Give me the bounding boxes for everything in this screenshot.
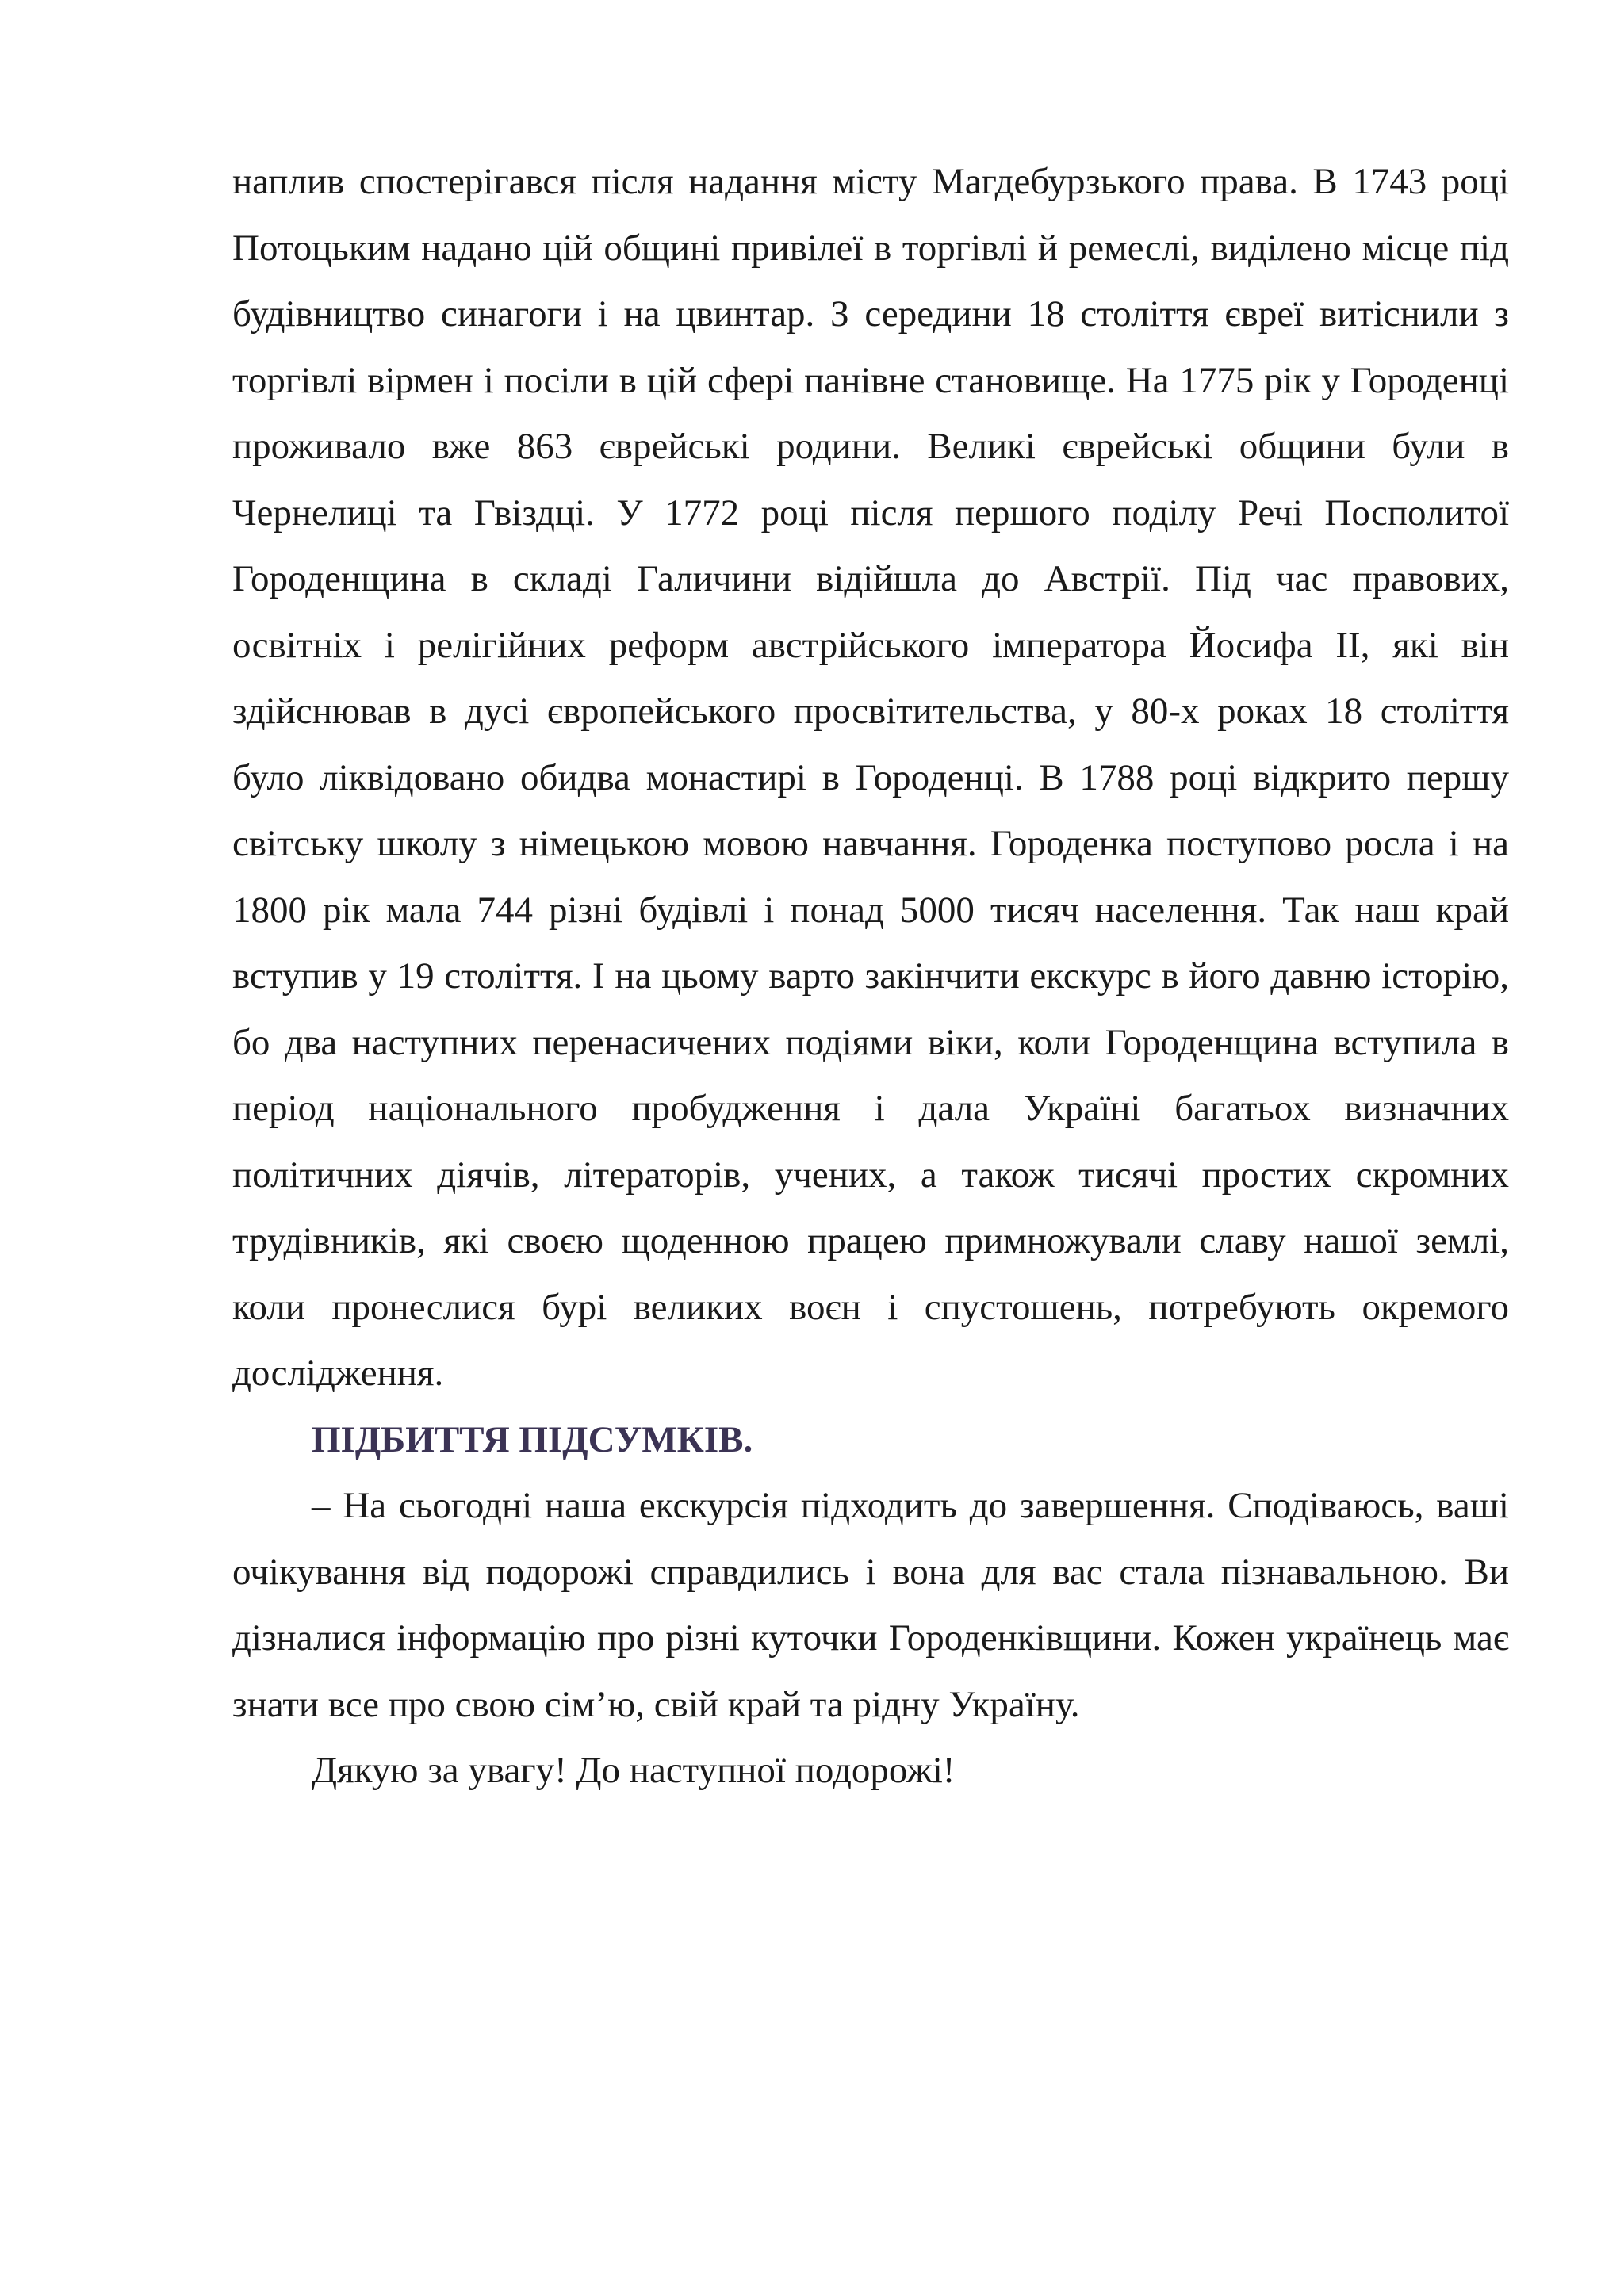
history-paragraph: наплив спостерігався після надання місту Магдебурзького права. В 1743 році Потоцьким надано цій общині привілеї в торгівлі й ремеслі, виділено місце під будівництво синагоги і на цвинтар. З середини 18 століття євреї витіснили з торгівлі вірмен і посіли в цій сфері панівне становище. На 1775 рік у Городенці проживало вже 863 єврейські родини. Великі єврейські общини були в Чернелиці та Гвіздці. У 1772 році після першого поділу Речі Посполитої Городенщина в складі Галичини відійшла до Австрії. Під час правових, освітніх і релігійних реформ австрійського імператора Йосифа ІІ, які він здійснював в дусі європейського просвітительства, у 80-х роках 18 століття було ліквідовано обидва монастирі в Городенці. В 1788 році відкрито першу світську школу з німецькою мовою навчання. Городенка поступово росла і на 1800 рік мала 744 різні будівлі і понад 5000 тисяч населення. Так наш край вступив у 19 століття. І на цьому варто закінчити екскурс в його давню історію, бо два наступних перенасичених подіями віки, коли Городенщина вступила в період національного пробудження і дала Україні багатьох визначних політичних діячів, літераторів, учених, а також тисячі простих скромних трудівників, які своєю щоденною працею примножували славу нашої землі, коли пронеслися бурі великих воєн і спустошень, потребують окремого дослідження. xyxy=(232,161,1509,1394)
closing-paragraph: – На сьогодні наша екскурсія підходить до завершення. Сподіваюсь, ваші очікування від подорожі справдились і вона для вас стала пізнавальною. Ви дізналися інформацію про різні куточки Городенківщини. Кожен українець має знати все про свою сім’ю, свій край та рідну Україну. xyxy=(232,1485,1509,1725)
farewell-line: Дякую за увагу! До наступної подорожі! xyxy=(312,1750,956,1791)
section-heading: ПІДБИТТЯ ПІДСУМКІВ. xyxy=(312,1418,753,1460)
document-body xyxy=(232,149,1509,1804)
